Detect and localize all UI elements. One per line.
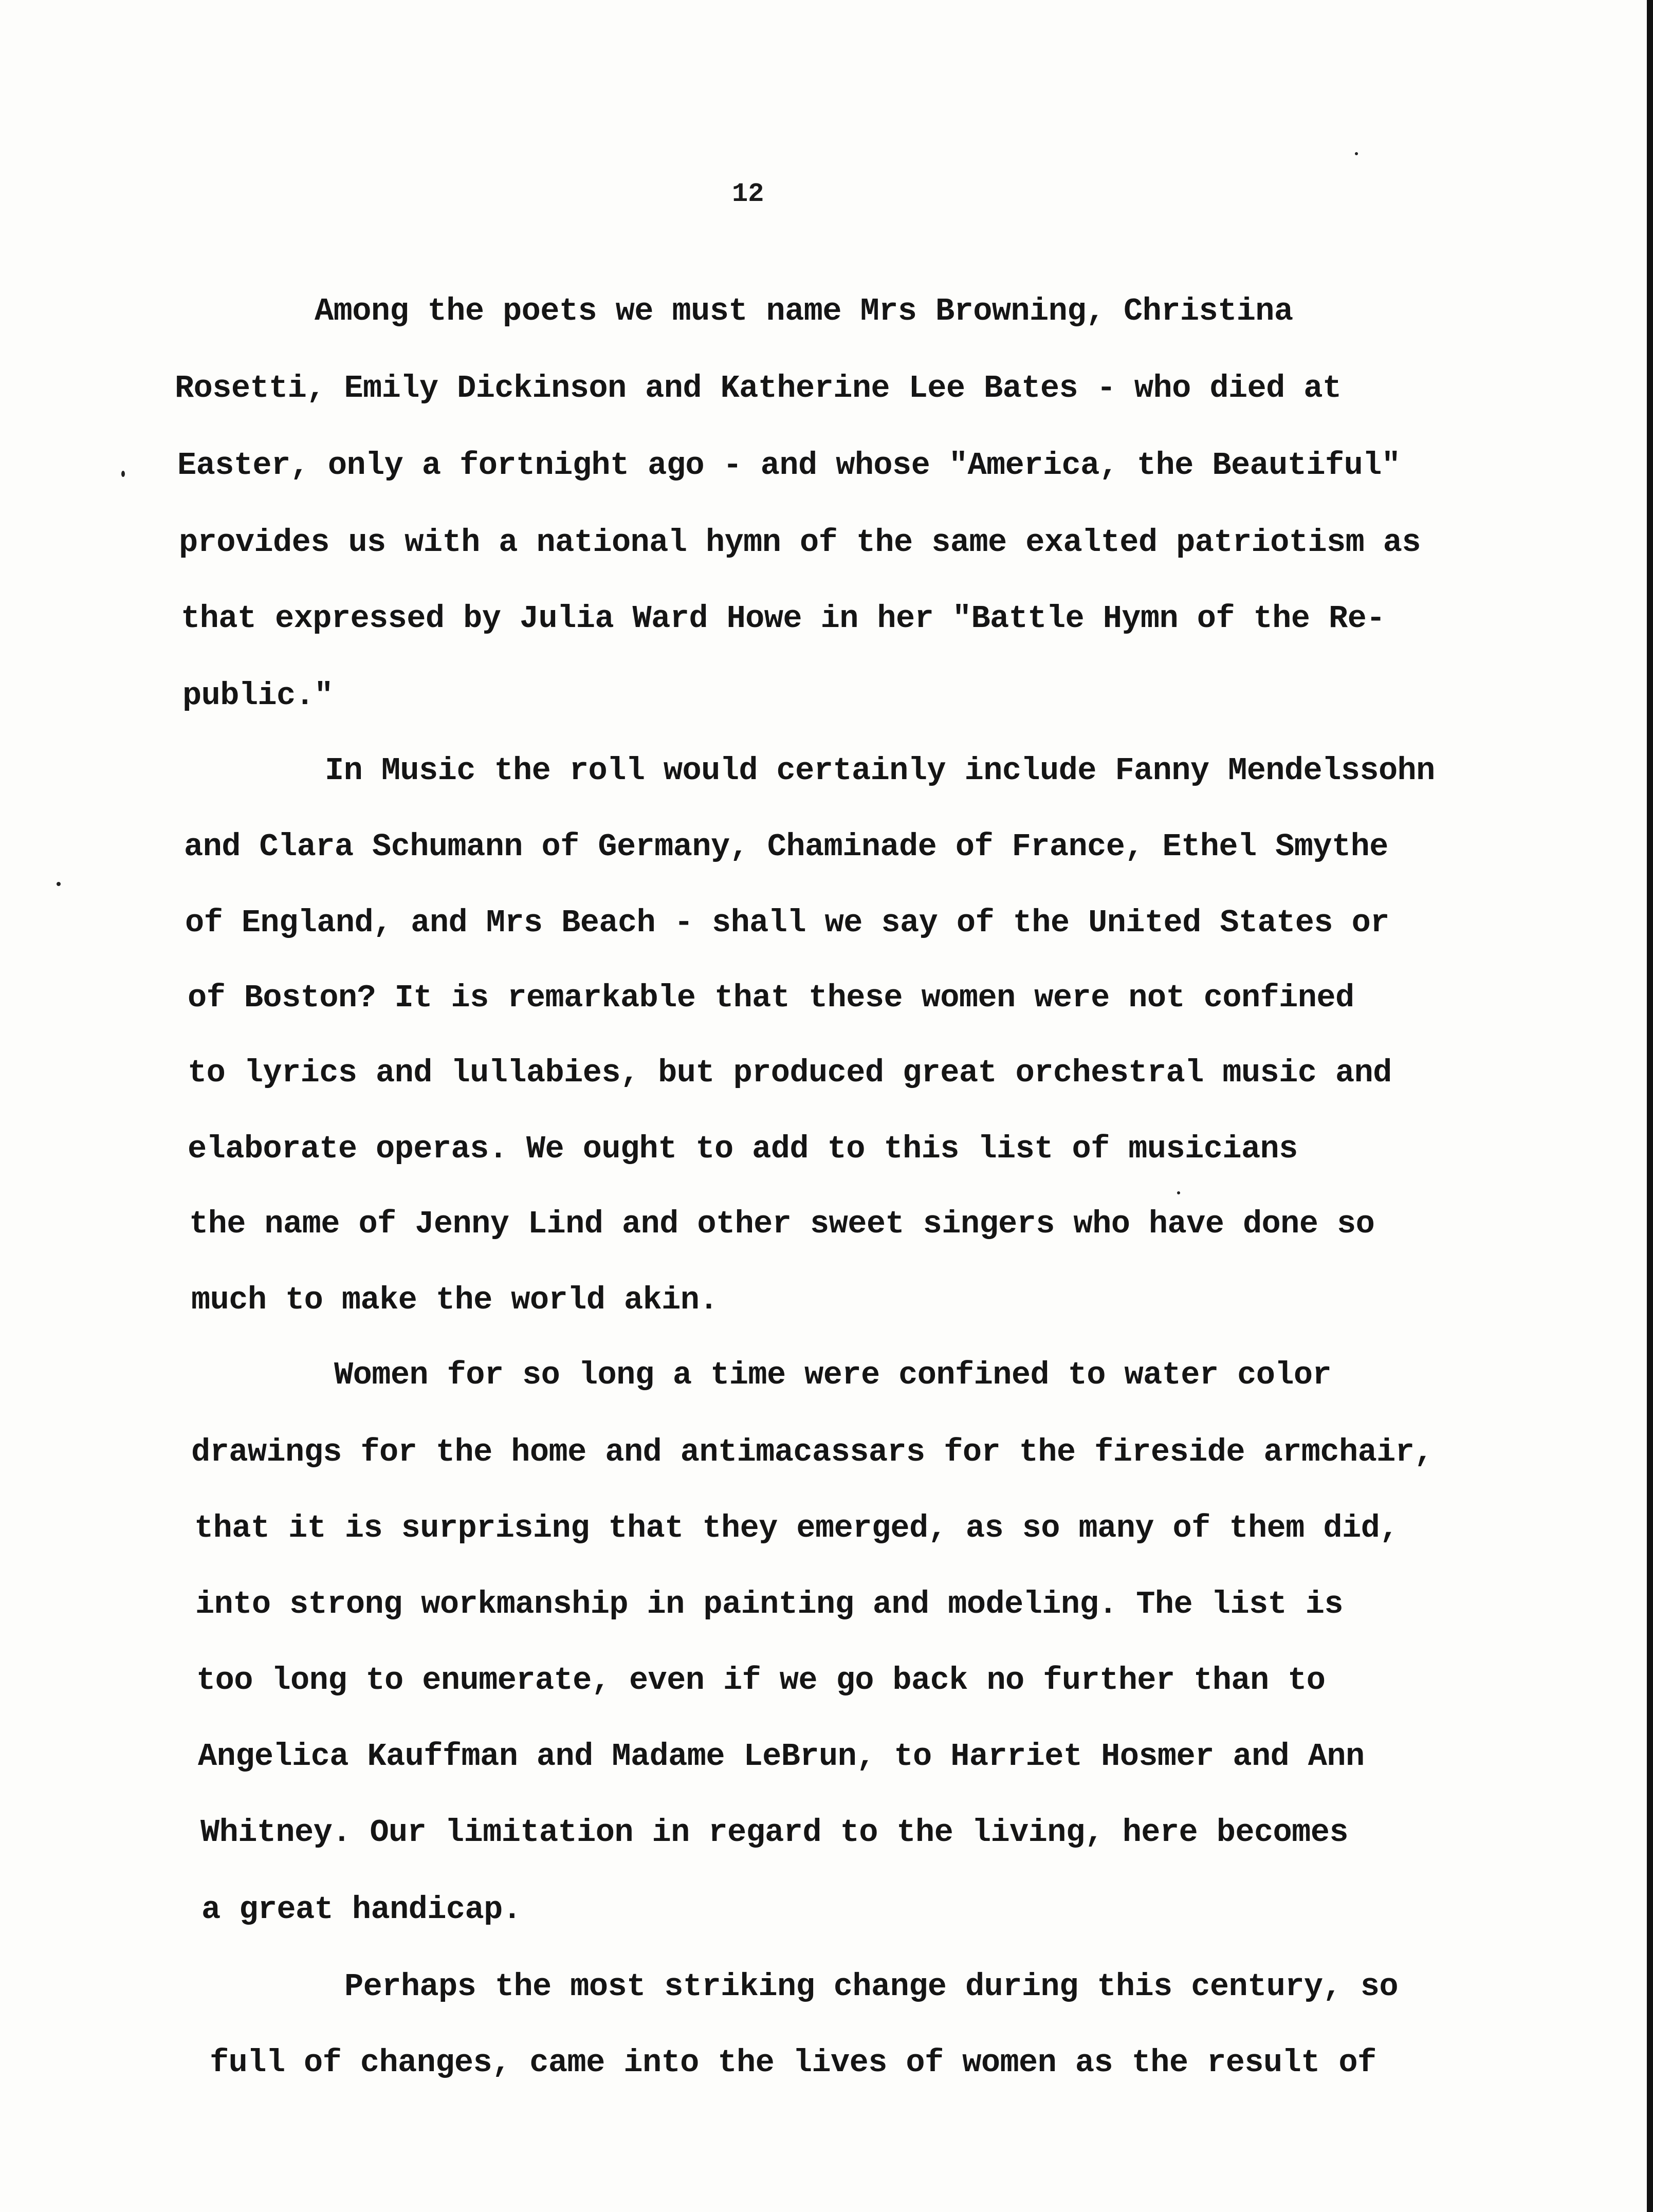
text-line: In Music the roll would certainly include Fanny Mendelssohn bbox=[325, 752, 1435, 789]
text-line: a great handicap. bbox=[201, 1891, 522, 1928]
scan-edge bbox=[1647, 0, 1653, 2212]
scan-speck bbox=[121, 471, 125, 477]
scan-speck bbox=[57, 882, 61, 886]
text-line: elaborate operas. We ought to add to this list of musicians bbox=[188, 1131, 1298, 1167]
text-line: of England, and Mrs Beach - shall we say of the United States or bbox=[185, 905, 1389, 941]
text-line: that expressed by Julia Ward Howe in her "Battle Hymn of the Re- bbox=[181, 600, 1385, 637]
text-line: of Boston? It is remarkable that these women were not confined bbox=[188, 980, 1354, 1016]
text-line: the name of Jenny Lind and other sweet singers who have done so bbox=[189, 1206, 1375, 1242]
page-number: 12 bbox=[732, 179, 764, 209]
text-line: much to make the world akin. bbox=[191, 1282, 718, 1318]
text-line: provides us with a national hymn of the same exalted patriotism as bbox=[179, 524, 1421, 561]
text-line: Perhaps the most striking change during this century, so bbox=[344, 1968, 1398, 2005]
text-line: into strong workmanship in painting and modeling. The list is bbox=[195, 1586, 1343, 1623]
text-line: Women for so long a time were confined to water color bbox=[334, 1357, 1332, 1393]
text-line: Rosetti, Emily Dickinson and Katherine Lee Bates - who died at bbox=[175, 370, 1342, 407]
text-line: Whitney. Our limitation in regard to the living, here becomes bbox=[200, 1814, 1348, 1851]
text-line: drawings for the home and antimacassars for the fireside armchair, bbox=[191, 1434, 1434, 1470]
text-line: Among the poets we must name Mrs Browning, Christina bbox=[315, 293, 1293, 329]
text-line: to lyrics and lullabies, but produced great orchestral music and bbox=[188, 1055, 1392, 1091]
scan-speck bbox=[1355, 152, 1358, 155]
text-line: full of changes, came into the lives of women as the result of bbox=[210, 2044, 1376, 2081]
scan-speck bbox=[1177, 1191, 1180, 1194]
text-line: that it is surprising that they emerged, as so many of them did, bbox=[194, 1510, 1399, 1546]
text-line: Easter, only a fortnight ago - and whose "America, the Beautiful" bbox=[177, 447, 1401, 484]
text-line: too long to enumerate, even if we go back no further than to bbox=[196, 1662, 1326, 1699]
text-line: Angelica Kauffman and Madame LeBrun, to Harriet Hosmer and Ann bbox=[198, 1738, 1365, 1775]
text-line: public." bbox=[182, 677, 333, 714]
text-line: and Clara Schumann of Germany, Chaminade of France, Ethel Smythe bbox=[184, 828, 1388, 865]
